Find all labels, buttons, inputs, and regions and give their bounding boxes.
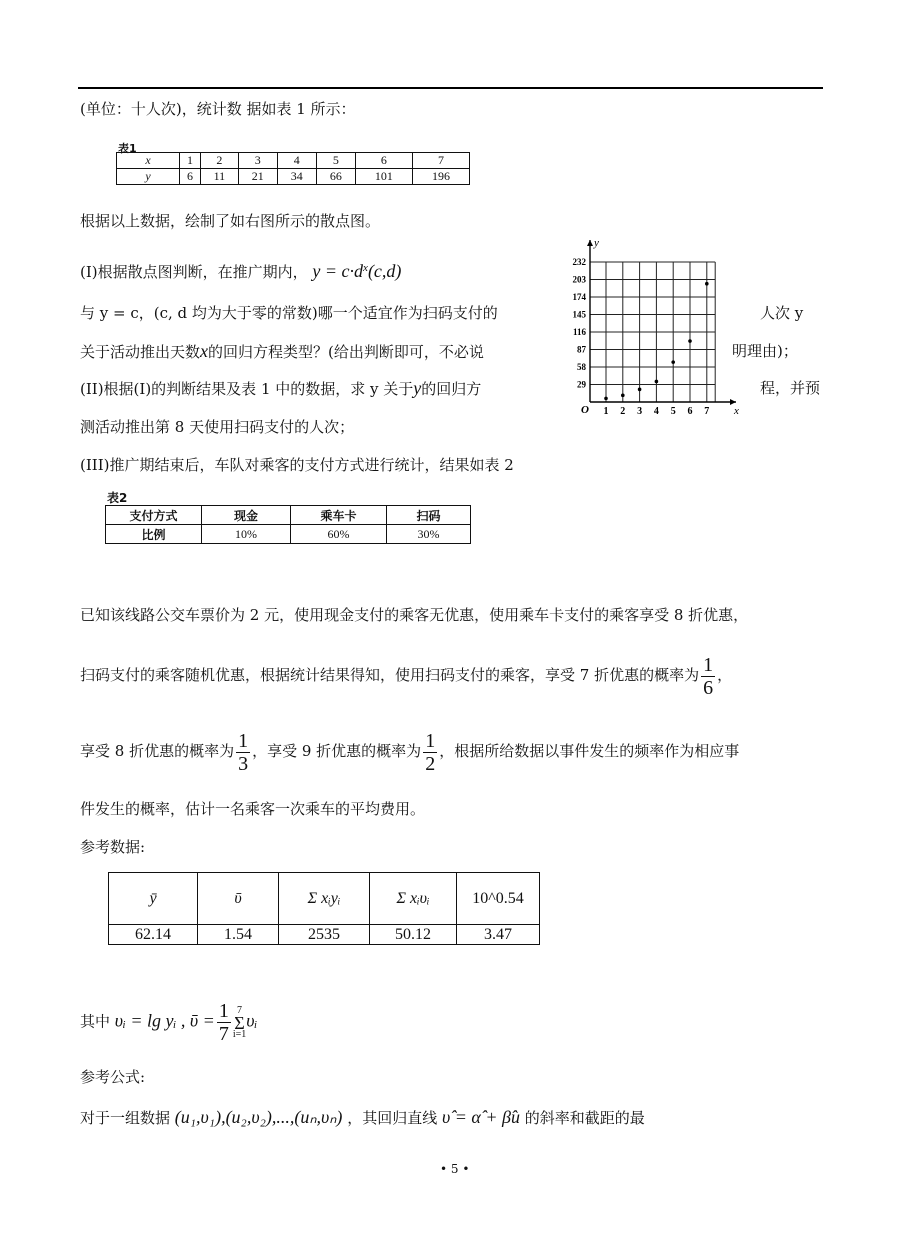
table2-row-label: 比例 <box>106 525 202 544</box>
table3-val-vbar: 1.54 <box>198 925 279 945</box>
x-tick-label: 6 <box>687 406 693 416</box>
fraction-1-6-num: 1 <box>703 653 714 676</box>
text-line-16-b: ，其回归直线 <box>347 1109 438 1127</box>
text-line-16-c: 的斜率和截距的最 <box>524 1109 645 1127</box>
formula-exp-sup: x <box>363 262 368 274</box>
text-line-10-c: ， <box>717 666 733 684</box>
table1-y-cell: 11 <box>201 169 239 185</box>
x-axis-label: x <box>734 405 739 416</box>
table3-val-sum-xv: 50.12 <box>370 925 457 945</box>
table1-x-cell: 4 <box>277 153 316 169</box>
table1-x-cell: 1 <box>180 153 201 169</box>
fraction-1-2 <box>423 730 437 775</box>
sum-lower: i=1 <box>232 1028 247 1040</box>
table3-val-sum-xy: 2535 <box>279 925 370 945</box>
table1-x-label: x <box>117 153 180 169</box>
table1-y-cell: 34 <box>277 169 316 185</box>
y-tick-label: 29 <box>577 379 586 390</box>
text-line-6-b: 的回归方 <box>421 380 482 398</box>
formula-exp: y = c·d <box>312 261 364 281</box>
text-line-8: (III)推广期结束后，车队对乘客的支付方式进行统计，结果如表 2 <box>80 456 514 474</box>
text-line-5c: 明理由)； <box>732 342 798 360</box>
table1 <box>116 152 470 185</box>
y-tick-label: 87 <box>577 344 586 355</box>
y-tick-label: 203 <box>572 274 586 285</box>
formula-v-def: υᵢ = lg yᵢ , ῡ = <box>114 1010 215 1031</box>
x-tick-label: 1 <box>603 406 609 416</box>
text-line-6 <box>80 377 481 400</box>
table3 <box>108 872 540 945</box>
text-line-3-a: (I)根据散点图判断，在推广期内， <box>80 263 308 281</box>
text-line-4a: 与 y = c，(c, d 均为大于零的常数)哪一个适宜作为扫码支付的 <box>80 304 498 322</box>
table2-card-value: 60% <box>291 525 387 544</box>
fraction-1-3-den: 3 <box>238 752 249 775</box>
text-line-4b: 人次 y <box>760 304 804 322</box>
table1-y-cell: 6 <box>180 169 201 185</box>
data-point <box>638 388 642 392</box>
data-point <box>705 282 709 286</box>
var-y: y <box>413 378 422 398</box>
text-line-6-a: (II)根据(I)的判断结果及表 1 中的数据，求 y 关于 <box>80 380 414 398</box>
text-line-14 <box>80 1000 257 1045</box>
data-point <box>671 360 675 364</box>
table2-header-card: 乘车卡 <box>291 506 387 525</box>
text-line-11 <box>80 726 739 776</box>
text-line-15: 参考公式: <box>80 1068 146 1086</box>
text-line-1: (单位：十人次)，统计数 据如表 1 所示： <box>80 100 356 118</box>
table3-header-sum-xy: Σ xᵢyᵢ <box>279 873 370 925</box>
text-line-9: 已知该线路公交车票价为 2 元，使用现金支付的乘客无优惠，使用乘车卡支付的乘客享受 8 折优惠， <box>80 606 749 624</box>
table2-scan-value: 30% <box>387 525 471 544</box>
table2-cash-value: 10% <box>202 525 291 544</box>
y-axis-label: y <box>594 237 599 249</box>
data-point <box>621 394 625 398</box>
scatter-chart <box>562 236 742 416</box>
text-line-16-a: 对于一组数据 <box>80 1109 171 1127</box>
table3-val-ybar: 62.14 <box>109 925 198 945</box>
x-tick-label: 3 <box>637 406 643 416</box>
sum-symbol <box>233 1005 246 1041</box>
table1-x-cell: 5 <box>316 153 355 169</box>
text-line-12: 件发生的概率，估计一名乘客一次乘车的平均费用。 <box>80 800 426 818</box>
text-line-11-b: ，享受 9 折优惠的概率为 <box>252 742 422 760</box>
table1-x-cell: 6 <box>355 153 412 169</box>
page-number: • 5 • <box>440 1162 470 1176</box>
text-line-5-b: 的回归方程类型？(给出判断即可，不必说 <box>208 343 484 361</box>
table3-header-sum-xv: Σ xᵢυᵢ <box>370 873 457 925</box>
table3-val-pow: 3.47 <box>457 925 540 945</box>
text-line-13: 参考数据: <box>80 838 146 856</box>
sum-sigma: Σ <box>234 1012 245 1033</box>
y-tick-label: 232 <box>572 257 586 267</box>
text-line-3 <box>80 257 401 283</box>
text-line-5-a: 关于活动推出天数 <box>80 343 201 361</box>
x-tick-label: 4 <box>653 406 659 416</box>
y-tick-label: 58 <box>577 362 586 372</box>
table2-header-method: 支付方式 <box>106 506 202 525</box>
table2-header-scan: 扫码 <box>387 506 471 525</box>
table2-caption: 表2 <box>107 491 128 505</box>
text-line-7: 测活动推出第 8 天使用扫码支付的人次； <box>80 418 355 436</box>
fraction-1-7 <box>217 1000 231 1045</box>
table3-header-pow: 10^0.54 <box>457 873 540 925</box>
text-line-11-c: ，根据所给数据以事件发生的频率作为相应事 <box>439 742 740 760</box>
table1-caption: 表1 <box>118 142 137 155</box>
text-line-14-a: 其中 <box>80 1012 111 1031</box>
fraction-1-7-num: 1 <box>218 1000 229 1022</box>
table1-y-cell: 196 <box>412 169 469 185</box>
fraction-1-6-den: 6 <box>703 676 714 699</box>
y-tick-label: 174 <box>572 292 586 302</box>
data-point <box>688 339 692 343</box>
fraction-1-6 <box>701 654 715 699</box>
formula-params: (c,d) <box>367 261 402 281</box>
table1-y-label: y <box>117 169 180 185</box>
y-axis-arrow <box>587 240 593 246</box>
table1-y-cell: 66 <box>316 169 355 185</box>
formula-data-pairs: (u₁,υ₁),(u₂,υ₂),...,(uₙ,υₙ) <box>174 1107 343 1127</box>
data-point <box>604 397 608 401</box>
formula-regression-line: υ̂ = α̂ + β̂u <box>442 1107 520 1127</box>
table1-y-cell: 101 <box>355 169 412 185</box>
fraction-1-3 <box>236 730 250 775</box>
text-line-16 <box>80 1106 645 1129</box>
table1-x-cell: 2 <box>201 153 239 169</box>
formula-v-i: υᵢ <box>246 1010 258 1031</box>
fraction-1-2-den: 2 <box>425 752 436 775</box>
table2-header-cash: 现金 <box>202 506 291 525</box>
x-tick-label: 7 <box>704 406 710 416</box>
table1-x-cell: 3 <box>238 153 277 169</box>
text-line-5 <box>80 340 484 363</box>
table2 <box>105 505 471 544</box>
text-line-10 <box>80 650 732 700</box>
fraction-1-7-den: 7 <box>218 1023 229 1045</box>
fraction-1-3-num: 1 <box>238 729 249 752</box>
y-tick-label: 145 <box>572 309 586 320</box>
x-tick-label: 5 <box>670 406 676 416</box>
y-tick-label: 116 <box>572 327 586 337</box>
data-point <box>655 380 659 384</box>
text-line-2: 根据以上数据，绘制了如右图所示的散点图。 <box>80 212 381 230</box>
text-line-10-a: 扫码支付的乘客随机优惠，根据统计结果得知，使用扫码支付的乘客，享受 7 折优惠的概率为 <box>80 666 700 684</box>
table3-header-ybar: ȳ <box>109 873 198 925</box>
var-x: x <box>200 341 209 361</box>
origin-label: O <box>581 404 589 416</box>
fraction-1-2-num: 1 <box>425 729 436 752</box>
text-line-11-a: 享受 8 折优惠的概率为 <box>80 742 235 760</box>
sum-upper: 7 <box>237 1004 243 1016</box>
table3-header-vbar: ῡ <box>198 873 279 925</box>
header-rule <box>78 87 823 89</box>
table1-y-cell: 21 <box>238 169 277 185</box>
text-line-6c: 程，并预 <box>760 379 821 397</box>
x-tick-label: 2 <box>620 406 626 416</box>
table1-x-cell: 7 <box>412 153 469 169</box>
